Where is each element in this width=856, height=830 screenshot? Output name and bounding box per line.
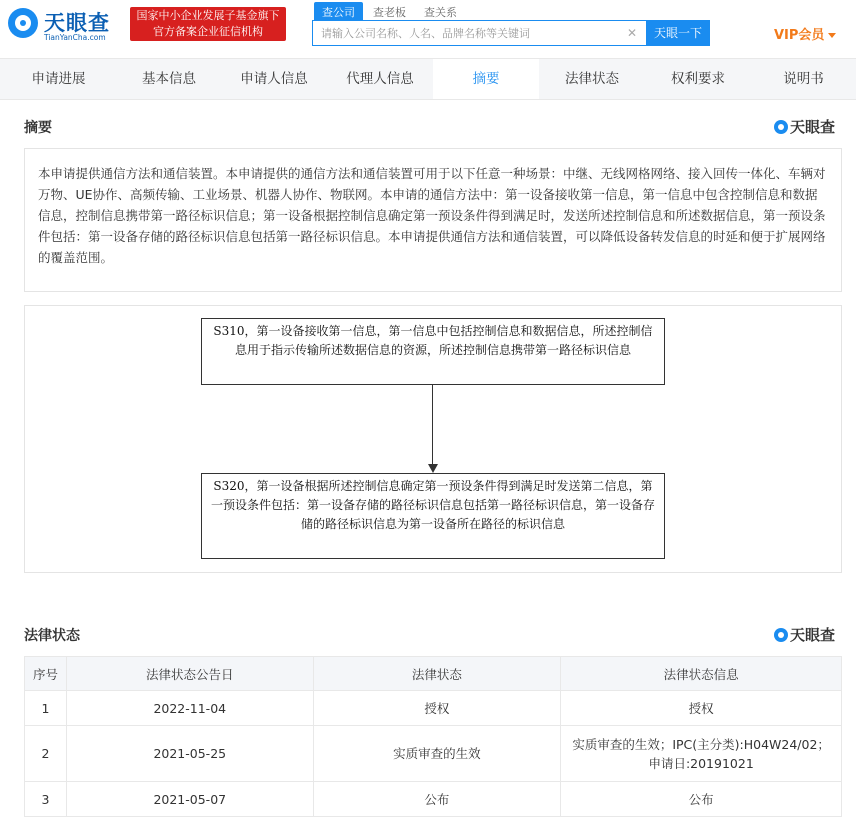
- tianyancha-logo[interactable]: [8, 6, 126, 44]
- legal-status-info: 公布: [561, 782, 842, 817]
- tab-agent[interactable]: 代理人信息: [346, 71, 414, 87]
- tab-applicant[interactable]: 申请人信息: [240, 71, 308, 87]
- abstract-brand: [774, 116, 835, 137]
- column-header: 法律状态信息: [561, 657, 842, 691]
- announcement-date: 2021-05-25: [66, 726, 313, 782]
- clear-icon[interactable]: ✕: [627, 26, 638, 40]
- announcement-date: 2022-11-04: [66, 691, 313, 726]
- legal-status-info: 实质审查的生效；IPC(主分类):H04W24/02；申请日:20191021: [561, 726, 842, 782]
- logo-eye-icon: [8, 8, 38, 38]
- abstract-brand-text: 天眼查: [790, 118, 836, 136]
- search-box: [312, 20, 648, 46]
- legal-status: 授权: [313, 691, 561, 726]
- search-type-tabs: [314, 2, 467, 20]
- tab-basic-info[interactable]: 基本信息: [142, 71, 196, 87]
- search-tab-boss[interactable]: 查老板: [373, 6, 406, 19]
- abstract-text: 本申请提供通信方法和通信装置。本申请提供的通信方法和通信装置可用于以下任意一种场景：中继、无线网格网络、接入回传一体化、车辆对万物、UE协作、高频传输、工业场景、机器人协作、物联网。本申请的通信方法中：第一设备接收第一信息，第一信息中包含控制信息和数据信息，控制信息携带第一路径标识信息；第一设备根据控制信息确定第一预设条件得到满足时，发送所述控制信息和所述数据信息，第一预设条件包括：第一设备存储的路径标识信息包括第一路径标识信息。本申请提供通信方法和通信装置，可以降低设备转发信息的时延和便于扩展网络的覆盖范围。: [38, 166, 826, 265]
- top-header: [0, 0, 856, 54]
- table-row: [25, 782, 842, 817]
- tianyancha-logo-icon: [774, 628, 788, 642]
- legal-brand: [774, 624, 835, 645]
- tab-claims[interactable]: 权利要求: [671, 71, 725, 87]
- logo-domain: TianYanCha.com: [44, 33, 106, 42]
- legal-status-title: 法律状态: [24, 628, 80, 644]
- abstract-box: [24, 148, 842, 292]
- tab-abstract[interactable]: 摘要: [433, 59, 539, 99]
- search-button[interactable]: 天眼一下: [646, 20, 710, 46]
- search-tab-relation[interactable]: 查关系: [424, 6, 457, 19]
- figure-step-s310: S310，第一设备接收第一信息，第一信息中包括控制信息和数据信息，所述控制信息用于指示传输所述数据信息的资源，所述控制信息携带第一路径标识信息: [201, 318, 665, 385]
- tab-description[interactable]: 说明书: [783, 71, 824, 87]
- caret-down-icon: [828, 33, 836, 38]
- legal-status: 实质审查的生效: [313, 726, 561, 782]
- search-input[interactable]: [321, 25, 621, 41]
- announcement-date: 2021-05-07: [66, 782, 313, 817]
- table-header-row: [25, 657, 842, 691]
- column-header: 法律状态: [313, 657, 561, 691]
- tab-legal-status[interactable]: 法律状态: [565, 71, 619, 87]
- row-index: 3: [25, 782, 67, 817]
- figure-connector: [432, 385, 433, 467]
- figure-step-s320: S320，第一设备根据所述控制信息确定第一预设条件得到满足时发送第二信息，第一预设条件包括：第一设备存储的路径标识信息包括第一路径标识信息，第一设备存储的路径标识信息为第一设备所在路径的标识信息: [201, 473, 665, 559]
- row-index: 1: [25, 691, 67, 726]
- vip-label: VIP会员: [774, 28, 825, 43]
- promo-line-2: 官方备案企业征信机构: [153, 25, 263, 38]
- table-row: [25, 691, 842, 726]
- promo-line-1: 国家中小企业发展子基金旗下: [136, 9, 280, 22]
- search-tab-company[interactable]: 查公司: [314, 2, 363, 20]
- column-header: 序号: [25, 657, 67, 691]
- vip-member-menu[interactable]: [774, 24, 836, 43]
- legal-status: 公布: [313, 782, 561, 817]
- tab-progress[interactable]: 申请进展: [31, 71, 86, 87]
- logo-name: 天眼查: [44, 11, 110, 35]
- tianyancha-logo-icon: [774, 120, 788, 134]
- table-row: [25, 726, 842, 782]
- arrow-down-icon: [428, 464, 438, 473]
- patent-tabs: [0, 58, 856, 100]
- legal-status-table: [24, 656, 842, 817]
- column-header: 法律状态公告日: [66, 657, 313, 691]
- row-index: 2: [25, 726, 67, 782]
- legal-status-info: 授权: [561, 691, 842, 726]
- abstract-title: 摘要: [24, 120, 52, 136]
- promo-banner[interactable]: [130, 7, 286, 41]
- legal-brand-text: 天眼查: [790, 626, 836, 644]
